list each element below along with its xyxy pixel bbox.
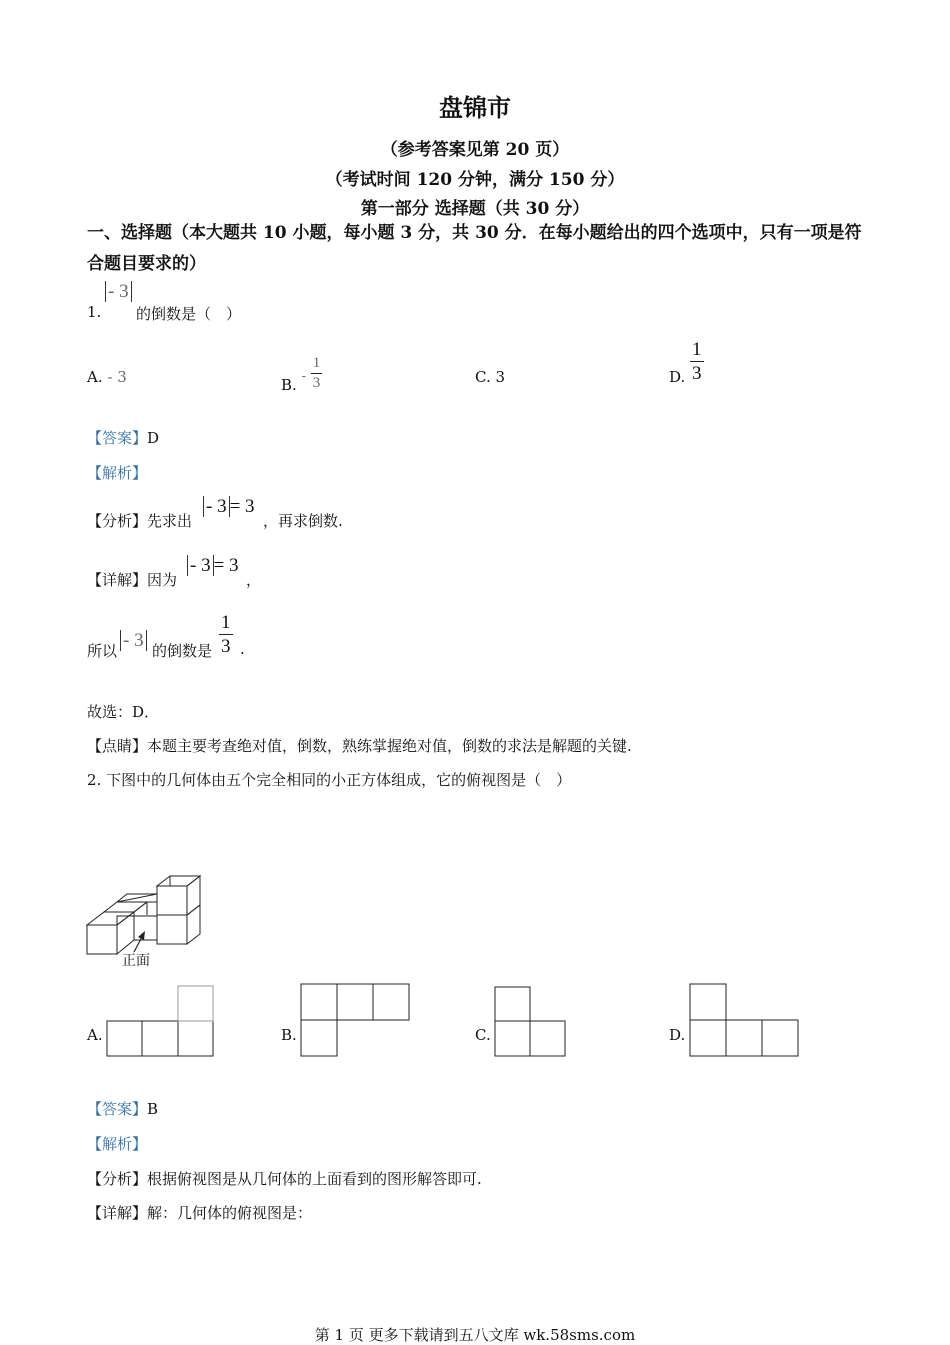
q1-abs-expression [105,281,132,303]
option-value: - 3 [107,368,127,386]
q2-option-a-figure [106,985,216,1058]
fraction-numerator: 1 [692,339,702,360]
detail-text: 解：几何体的俯视图是： [147,1204,313,1222]
q1-suoyi-post: . [240,640,245,658]
detail-text: 因为 [147,571,178,589]
q2-option-b-figure [300,983,412,1058]
q2-fenxi [87,1168,482,1189]
q1-fenxi [87,510,192,531]
q2-option-b-label: B. [281,1026,297,1044]
answer-tag: 【答案】 [87,1100,148,1118]
q1-option-c [475,368,505,386]
equation-rhs: = 3 [213,555,239,576]
q1-choice: 故选：D． [87,703,160,721]
q2-option-d-label: D. [669,1026,686,1044]
answer-fraction [219,613,233,656]
option-fraction [690,340,704,383]
exam-info: （考试时间 120 分钟，满分 150 分） [325,170,625,190]
q2-option-c-label: C. [475,1026,491,1044]
q1-suoyi-mid: 的倒数是 [152,642,213,660]
dianjing-tag: 【点睛】 [87,737,148,755]
q1-detail-math [187,555,239,577]
option-fraction [311,356,323,391]
fraction-denominator: 3 [312,375,321,391]
page-footer: 第 1 页 更多下载请到五八文库 wk.58sms.com [314,1326,636,1344]
part-title: 第一部分 选择题（共 30 分） [360,199,590,219]
abs-value: - 3 [187,555,214,576]
option-label: A. [87,368,103,386]
q1-option-d [669,368,685,386]
option-value: 3 [495,368,506,386]
answer-value: D [147,429,160,447]
q1-abs-value: - 3 [105,281,132,302]
q1-analysis-tag: 【解析】 [87,464,148,482]
dianjing-text: 本题主要考查绝对值，倒数，熟练掌握绝对值，倒数的求法是解题的关键. [147,737,632,755]
page-title: 盘锦市 [439,93,511,122]
q1-number: 1. [87,303,102,321]
q2-answer [87,1098,158,1119]
q1-answer [87,427,159,448]
fraction-denominator: 3 [221,636,231,657]
answer-tag: 【答案】 [87,429,148,447]
answer-value: B [147,1100,159,1118]
detail-tag: 【详解】 [87,1204,148,1222]
option-label: D. [669,368,686,386]
q1-suoyi-math [120,630,147,652]
q1-suoyi-pre: 所以 [87,642,118,660]
q1-dianjing [87,735,632,756]
reference-note: （参考答案见第 20 页） [380,140,570,160]
fraction-numerator: 1 [221,612,231,633]
fraction-numerator: 1 [311,356,323,374]
q2-option-c-figure [494,986,569,1058]
fraction-denominator: 3 [692,363,702,384]
fenxi-tag: 【分析】 [87,512,148,530]
q1-suoyi-fraction [219,613,233,656]
abs-value: - 3 [120,630,147,651]
q1-detail [87,569,177,590]
fenxi-text: 先求出 [147,512,193,530]
q2-analysis-tag: 【解析】 [87,1135,148,1153]
q1-fenxi-math [203,496,255,518]
q1-option-a [87,368,127,386]
front-label: 正面 [122,953,150,969]
section-instruction: 一、选择题（本大题共 10 小题，每小题 3 分，共 30 分．在每小题给出的四个选项中，只有一项是符合题目要求的） [87,223,862,274]
option-label: C. [475,368,491,386]
q1-fenxi-post: ，再求倒数. [263,512,343,530]
q2-option-a-label: A. [87,1026,103,1044]
q2-detail [87,1202,312,1223]
q1-option-b [281,346,322,394]
detail-tag: 【详解】 [87,571,148,589]
equation-rhs: = 3 [229,496,255,517]
q1-detail-post: ， [246,571,262,589]
q2-option-d-figure [689,983,801,1058]
fenxi-text: 根据俯视图是从几何体的上面看到的图形解答即可. [147,1170,482,1188]
option-label: B. [281,375,297,394]
q1-option-d-fraction [690,340,704,383]
q1-stem: 的倒数是（ ） [136,305,242,323]
fenxi-tag: 【分析】 [87,1170,148,1188]
abs-value: - 3 [203,496,230,517]
option-sign: - [301,368,306,384]
q2-stem: 2. 下图中的几何体由五个完全相同的小正方体组成，它的俯视图是（ ） [87,771,572,789]
